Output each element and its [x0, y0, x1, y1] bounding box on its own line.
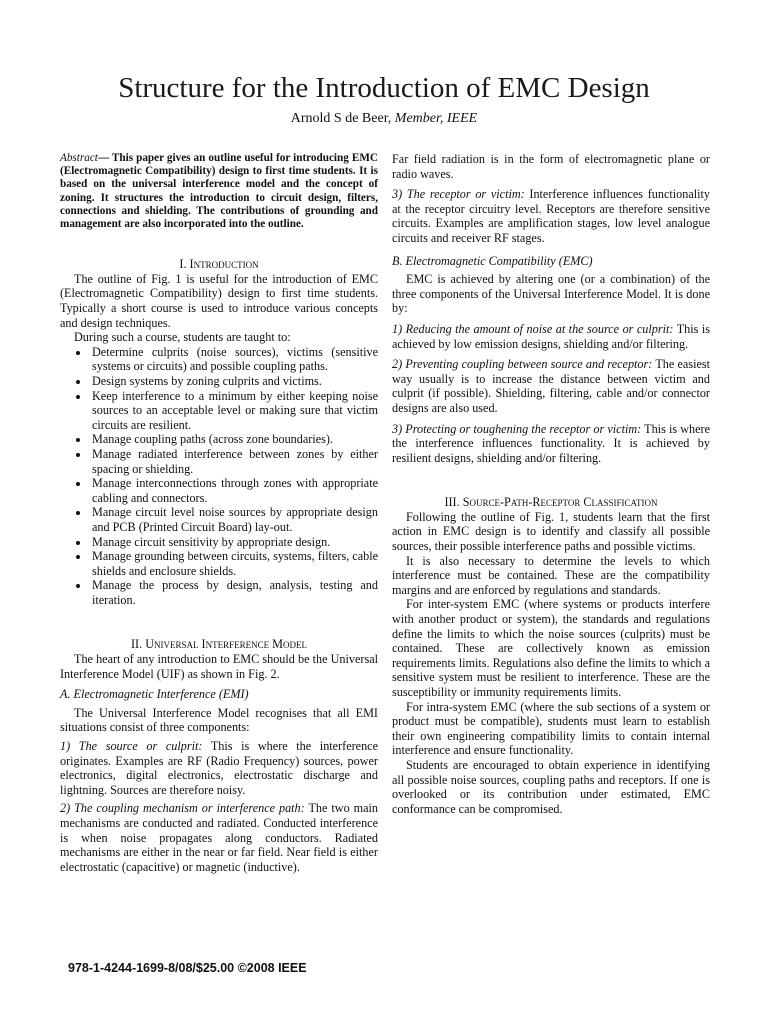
emc-item-prevent — [392, 357, 710, 415]
emc-item-prevent-text: The easiest way usually is to increase the distance between victim and culprit (if possible). Shielding, filtering, cable and/or connector designs are also used. — [392, 357, 710, 415]
subsection-b-paragraph: EMC is achieved by altering one (or a combination) of the three components of the Universal Interference Model. It is done by: — [392, 272, 710, 316]
copyright-footer: 978-1-4244-1699-8/08/$25.00 ©2008 IEEE — [68, 961, 307, 975]
emc-item-protect-text: This is where the interference influences functionality. It is achieved by resilient designs, shielding and/or filtering. — [392, 421, 710, 465]
emi-item-receptor-text: Interference influences functionality at the receptor circuitry level. Receptors are therefore sensitive circuits. Examples are amplification stages, low level analogue circuits and receiver RF stages. — [392, 187, 710, 245]
section-3-paragraph-2: It is also necessary to determine the levels to which interference must be contained. These are the compatibility margins and are enforced by regulations and standards. — [392, 553, 710, 597]
emi-item-source-text: This is where the interference originates. Examples are RF (Radio Frequency) sources, power electronics, digital electronics, electrostatic discharge and lightning. Sources are therefore noisy. — [60, 739, 378, 797]
section-3-paragraph-5: Students are encouraged to obtain experience in identifying all possible noise sources, coupling paths and receptors. If one is overlooked or its contribution under estimated, EMC conformance can be compromised. — [392, 757, 710, 816]
list-item: • Design systems by zoning culprits and victims. — [90, 374, 378, 389]
list-item: • Manage coupling paths (across zone boundaries). — [90, 432, 378, 447]
emc-item-reduce — [392, 322, 710, 351]
author-affiliation: Member, IEEE — [394, 111, 478, 126]
section-3-paragraph-1: Following the outline of Fig. 1, students learn that the first action in EMC design is to identify and classify all possible sources, their possible interference paths and possible victims. — [392, 509, 710, 554]
list-item: • Manage radiated interference between zones by either spacing or shielding. — [90, 447, 378, 476]
emi-item-coupling — [60, 801, 378, 874]
list-item: • Manage interconnections through zones with appropriate cabling and connectors. — [90, 476, 378, 505]
emi-item-receptor-label: 3) The receptor or victim: — [392, 187, 525, 202]
paper-title: Structure for the Introduction of EMC Design — [118, 72, 650, 104]
section-2-heading: II. Universal Interference Model — [131, 637, 307, 652]
left-column — [60, 152, 378, 874]
section-2-paragraph-1: The heart of any introduction to EMC should be the Universal Interference Model (UIF) as shown in Fig. 2. — [60, 652, 378, 681]
emi-item-coupling-label: 2) The coupling mechanism or interference path: — [60, 801, 305, 816]
author-line — [0, 111, 768, 127]
section-3-paragraph-4: For intra-system EMC (where the sub sections of a system or product must be compatible), students must learn to establish their own engineering compatibility limits to contain internal interference and ensure functionality. — [392, 699, 710, 758]
list-item: • Manage the process by design, analysis, testing and iteration. — [90, 578, 378, 607]
emi-item-coupling-text: The two main mechanisms are conducted and radiated. Conducted interference is when noise propagates along conductors. Radiated mechanisms are either in the near or far field. Near field is either electrostatic (capacitive) or magnetic (inductive). — [60, 801, 378, 874]
section-1-paragraph-2: During such a course, students are taught to: — [74, 330, 291, 345]
section-3-heading: III. Source-Path-Receptor Classification — [444, 495, 658, 510]
list-item: • Manage circuit level noise sources by appropriate design and PCB (Printed Circuit Board) lay-out. — [90, 505, 378, 534]
abstract — [60, 152, 378, 231]
subsection-b-heading: B. Electromagnetic Compatibility (EMC) — [392, 253, 593, 268]
right-column — [392, 152, 710, 816]
list-item: • Determine culprits (noise sources), victims (sensitive systems or circuits) and possible coupling paths. — [90, 345, 378, 374]
section-3-paragraph-3: For inter-system EMC (where systems or products interfere with another product or system), the standards and regulations define the limits to which the noise sources (culprits) must be contained. These are collectively known as emission requirements limits. Regulations also define the limits to which a sensitive system must be resilient to interference. These are the susceptibility or immunity requirements limits. — [392, 597, 710, 699]
abstract-dash: — — [97, 152, 110, 164]
author-name: Arnold S de Beer, — [290, 111, 392, 126]
section-1-paragraph-1: The outline of Fig. 1 is useful for the introduction of EMC (Electromagnetic Compatibility) design to first time students. Typically a short course is used to introduce various concepts and design techniques. — [60, 271, 378, 330]
emi-item-receptor — [392, 187, 710, 245]
emc-item-reduce-text: This is achieved by low emission designs, shielding and/or filtering. — [392, 321, 711, 351]
emc-item-protect-label: 3) Protecting or toughening the receptor or victim: — [392, 421, 642, 436]
abstract-text: This paper gives an outline useful for introducing EMC (Electromagnetic Compatibility) design to first time students. It is based on the universal interference model and the concept of zoning. It structures the introduction to circuit design, filters, connections and shielding. The contributions of grounding and management are also incorporated into the outline. — [60, 152, 378, 231]
abstract-label: Abstract — [60, 152, 98, 164]
skills-list — [60, 345, 378, 608]
emi-item-source-label: 1) The source or culprit: — [60, 739, 203, 754]
emc-item-protect — [392, 422, 710, 466]
subsection-a-paragraph: The Universal Interference Model recognises that all EMI situations consist of three components: — [60, 705, 378, 735]
list-item: • Manage grounding between circuits, systems, filters, cable shields and enclosure shields. — [90, 549, 378, 578]
subsection-a-heading: A. Electromagnetic Interference (EMI) — [60, 687, 249, 702]
list-item: • Keep interference to a minimum by either keeping noise sources to an acceptable level or making sure that victim circuits are resilient. — [90, 389, 378, 433]
emc-item-reduce-label: 1) Reducing the amount of noise at the source or culprit: — [392, 321, 674, 336]
emi-item-coupling-continued: Far field radiation is in the form of electromagnetic plane or radio waves. — [392, 152, 710, 181]
emi-item-source — [60, 739, 378, 797]
list-item: • Manage circuit sensitivity by appropriate design. — [90, 535, 378, 550]
section-1-heading: I. Introduction — [179, 257, 259, 272]
emc-item-prevent-label: 2) Preventing coupling between source and receptor: — [392, 357, 653, 372]
